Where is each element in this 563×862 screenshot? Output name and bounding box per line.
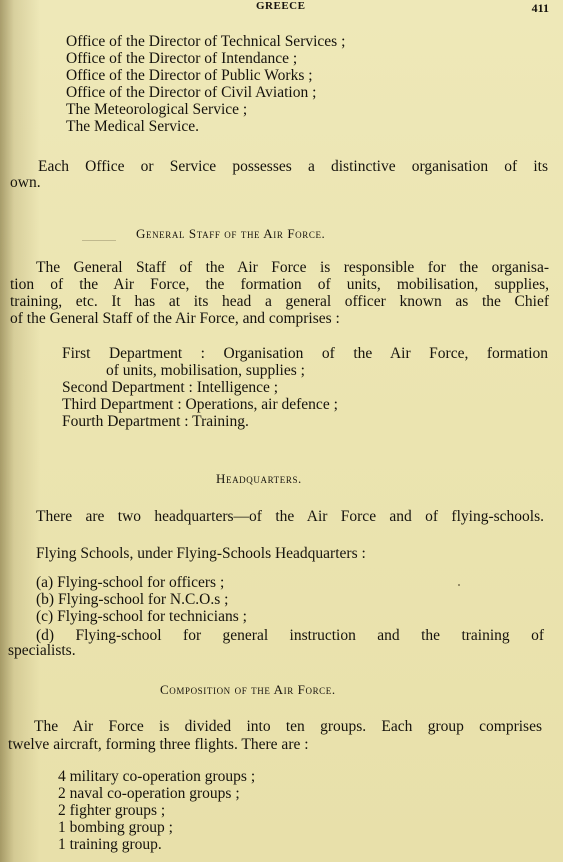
group-item: 2 naval co-operation groups ; [58, 785, 240, 802]
paragraph-line: The Air Force is divided into ten groups. Each group comprises [34, 718, 542, 735]
office-item: Office of the Director of Technical Services ; [66, 33, 346, 50]
office-item: Office of the Director of Civil Aviation ; [66, 84, 317, 101]
paragraph-line: There are two headquarters—of the Air Force and of flying-schools. [36, 508, 544, 525]
office-item: The Medical Service. [66, 118, 199, 135]
paragraph-line: training, etc. It has at its head a general officer known as the Chief [10, 293, 549, 310]
paragraph-line: of the General Staff of the Air Force, and comprises : [10, 310, 340, 327]
office-item: The Meteorological Service ; [66, 101, 248, 118]
print-speck [458, 584, 460, 586]
office-item: Office of the Director of Intendance ; [66, 50, 298, 67]
section-heading-general-staff: General Staff of the Air Force. [136, 226, 326, 241]
department-item: of units, mobilisation, supplies ; [106, 362, 305, 379]
paragraph-line: twelve aircraft, forming three flights. There are : [8, 736, 309, 753]
school-item: (b) Flying-school for N.C.O.s ; [36, 591, 229, 608]
paragraph-line: tion of the Air Force, the formation of units, mobilisation, supplies, [10, 276, 549, 293]
department-item: Second Department : Intelligence ; [62, 379, 279, 396]
page-number: 411 [531, 1, 549, 15]
running-head: GREECE [256, 0, 306, 12]
divider [82, 240, 116, 241]
school-item: (a) Flying-school for officers ; [36, 574, 225, 591]
school-item: (c) Flying-school for technicians ; [36, 608, 247, 625]
group-item: 4 military co-operation groups ; [58, 768, 256, 785]
school-item: (d) Flying-school for general instruction and the training of [36, 627, 544, 644]
school-item: specialists. [8, 642, 76, 659]
offices-note-line: Each Office or Service possesses a distinctive organisation of its [38, 158, 548, 175]
group-item: 2 fighter groups ; [58, 802, 166, 819]
paragraph-line: The General Staff of the Air Force is responsible for the organisa- [36, 259, 549, 276]
offices-note-line: own. [10, 174, 41, 191]
department-item: Fourth Department : Training. [62, 413, 249, 430]
office-item: Office of the Director of Public Works ; [66, 67, 313, 84]
section-heading-composition: Composition of the Air Force. [160, 682, 336, 697]
schools-intro: Flying Schools, under Flying-Schools Headquarters : [36, 545, 366, 562]
group-item: 1 training group. [58, 836, 162, 853]
department-item: Third Department : Operations, air defence ; [62, 396, 338, 413]
group-item: 1 bombing group ; [58, 819, 173, 836]
department-item: First Department : Organisation of the Air Force, formation [62, 345, 548, 362]
section-heading-headquarters: Headquarters. [216, 471, 302, 486]
